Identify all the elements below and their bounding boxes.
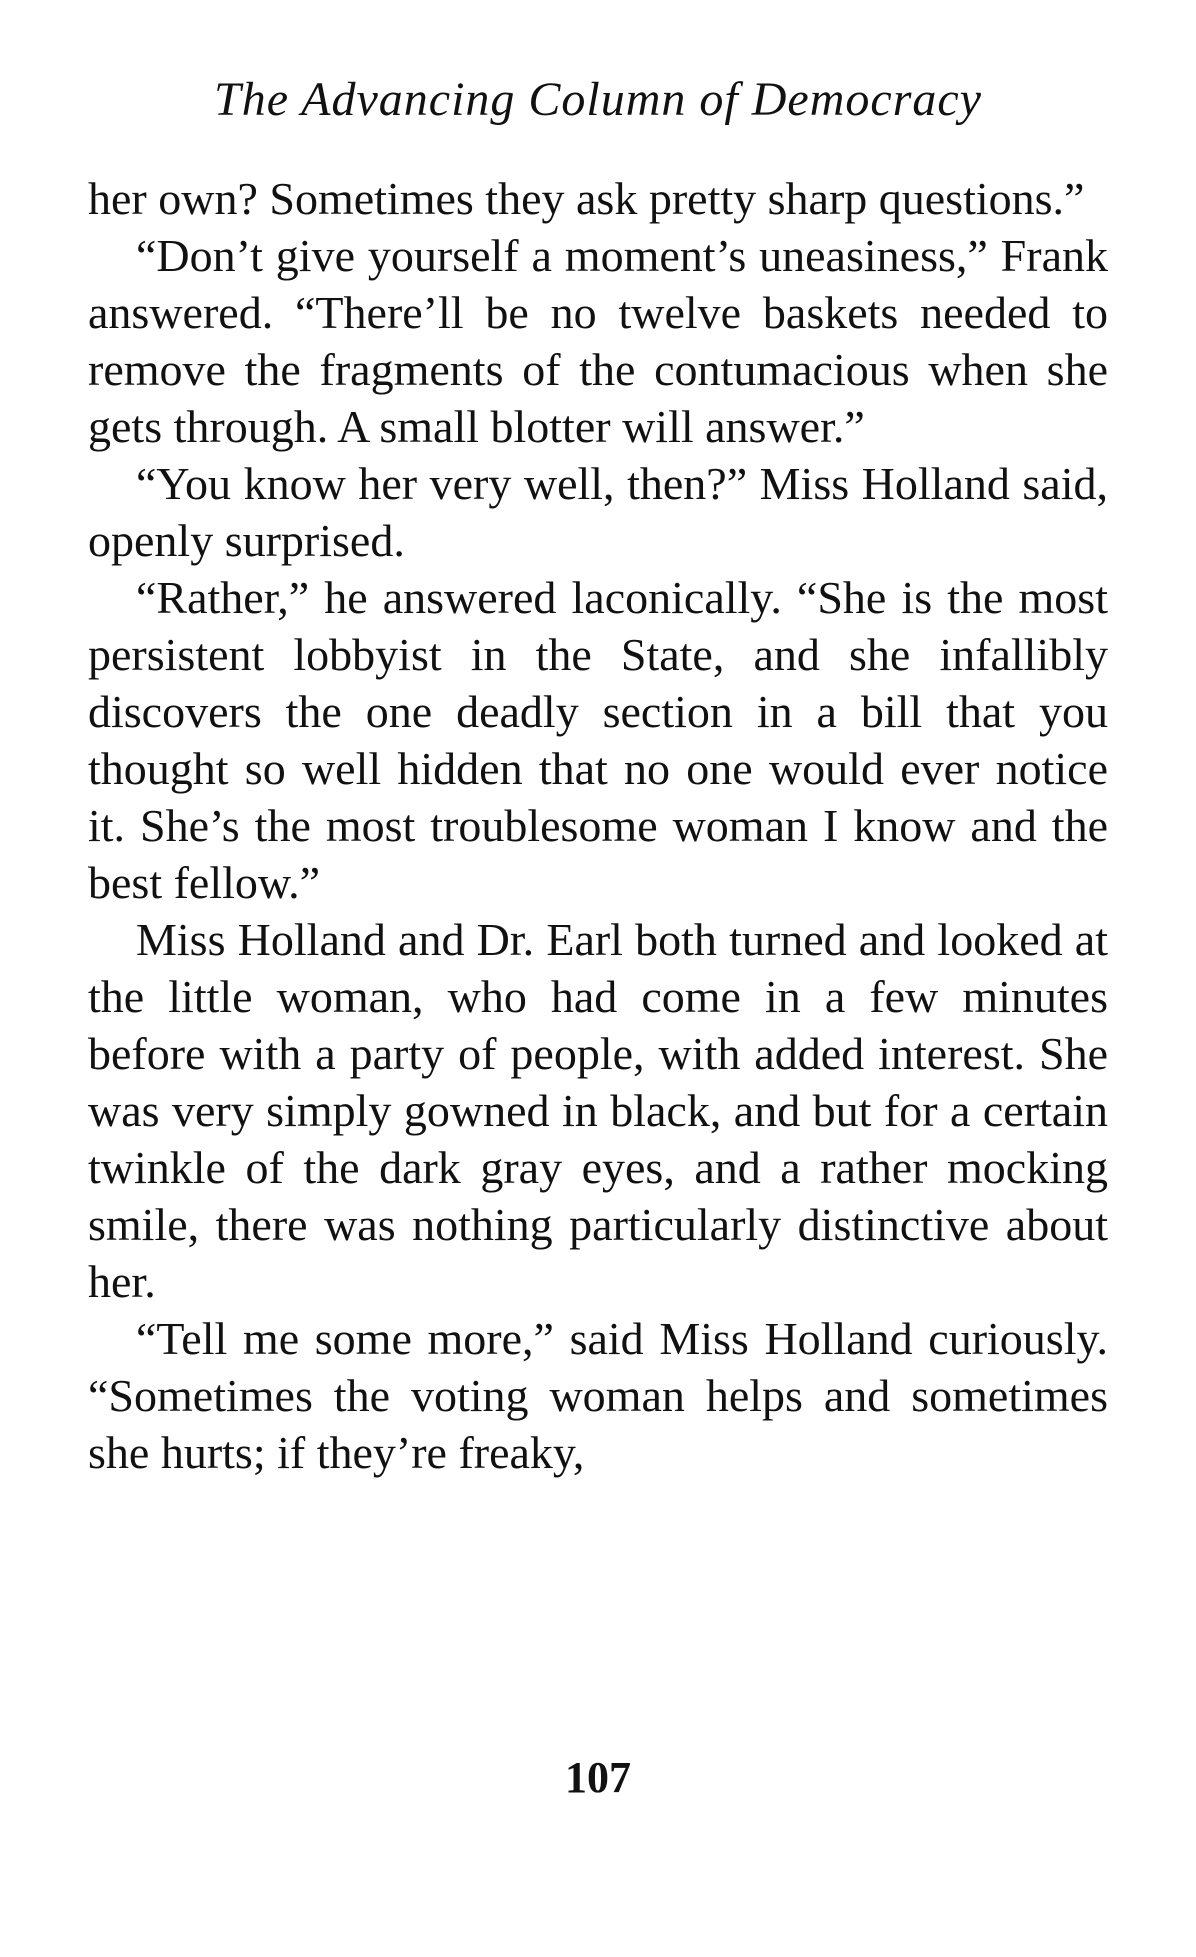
page-number: 107	[565, 1753, 631, 1802]
paragraph: “Don’t give yourself a moment’s uneasiness,” Frank answered. “There’ll be no twelve baskets needed to remove the fragments of the contumacious when she gets through. A small blotter will answer.”	[88, 230, 1108, 452]
paragraph-continuation: her own? Sometimes they ask pretty sharp questions.”	[88, 173, 1085, 224]
body-text	[88, 170, 1108, 1481]
paragraph: Miss Holland and Dr. Earl both turned and looked at the little woman, who had come in a few minutes before with a party of people, with added interest. She was very simply gowned in black, and but for a certain twinkle of the dark gray eyes, and a rather mocking smile, there was nothing particularly distinctive about her.	[88, 914, 1108, 1307]
paragraph: “Rather,” he answered laconically. “She is the most persistent lobbyist in the State, and she infallibly discovers the one deadly section in a bill that you thought so well hidden that no one would ever notice it. She’s the most troublesome woman I know and the best fellow.”	[88, 572, 1108, 908]
paragraph: “Tell me some more,” said Miss Holland curiously. “Sometimes the voting woman helps and sometimes she hurts; if they’re freaky,	[88, 1313, 1108, 1478]
running-head: The Advancing Column of Democracy	[214, 73, 982, 126]
paragraph: “You know her very well, then?” Miss Holland said, openly surprised.	[88, 458, 1108, 566]
